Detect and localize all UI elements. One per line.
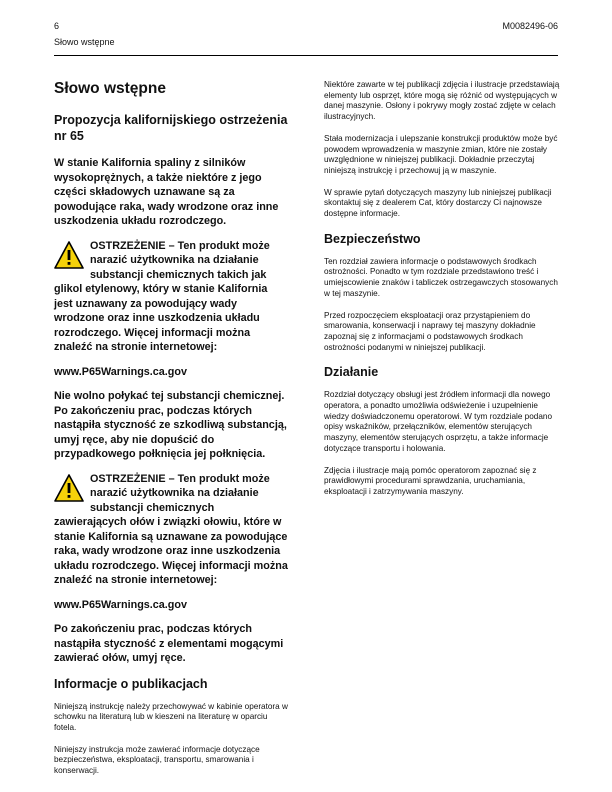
safety-paragraph-1: Ten rozdział zawiera informacje o podstawowych środkach ostrożności. Ponadto w tym rozdziale przedstawiono treść i umiejscowienie znaków i tabliczek ostrzegawczych stosowanych w tej maszynie.: [324, 256, 558, 298]
document-id: M0082496-06: [502, 21, 558, 31]
warning-triangle-icon: [54, 241, 84, 269]
p65-url-2: www.P65Warnings.ca.gov: [54, 598, 187, 611]
warning-text-lead-lead: OSTRZEŻENIE – Ten produkt może narazić użytkownika na działanie substancji chemicznych: [90, 472, 270, 514]
operation-paragraph-2: Zdjęcia i ilustracje mają pomóc operatorom zapoznać się z prawidłowymi procedurami sprawdzania, uruchamiania, eksploatacji i zatrzymywania maszyny.: [324, 465, 537, 496]
dealer-contact-paragraph: W sprawie pytań dotyczących maszyny lub niniejszej publikacji skontaktuj się z dealerem Cat, który dostarczy Ci najnowsze dostępne informacje.: [324, 187, 552, 219]
warning-block-glycol: [54, 239, 288, 355]
p65-url-1: www.P65Warnings.ca.gov: [54, 365, 187, 378]
swallow-warning-text: Nie wolno połykać tej substancji chemicznej. Po zakończeniu prac, podczas których nastąpiła styczność ze szkodliwą substancją, umyj ręce, aby nie dopuścić do przypadkowego połknięcia jej połknięcia.: [54, 390, 287, 460]
page-title: Słowo wstępne: [54, 80, 166, 97]
publications-paragraph-1: Niniejszą instrukcję należy przechowywać w kabinie operatora w schowku na literaturą lub w kieszeni na literaturę w oparciu fotela.: [54, 701, 288, 732]
warning-text-lead-rest: zawierających ołów i związki ołowiu, które w stanie Kalifornia są uznawane za powodujące raka, wady wrodzone oraz inne uszkodzenia układu rozrodczego. Więcej informacji można znaleźć na stronie internetowej:: [54, 516, 288, 586]
header-divider: [54, 55, 558, 56]
page-number: 6: [54, 21, 60, 31]
safety-heading: Bezpieczeństwo: [324, 231, 421, 246]
wash-hands-text: Po zakończeniu prac, podczas których nastąpiła styczność z elementami mogącymi zawierać ołów, umyj ręce.: [54, 623, 284, 664]
prop65-intro: W stanie Kalifornia spaliny z silników wysokoprężnych, a także niektóre z jego części składowych uznawane są za powodujące raka, wady wrodzone oraz inne uszkodzenia układu rozrodczego.: [54, 157, 279, 227]
right-column: [324, 80, 560, 509]
warning-block-lead: [54, 472, 288, 588]
running-section-title: Słowo wstępne: [54, 37, 115, 47]
warning-triangle-icon: [54, 474, 84, 502]
prop65-heading: Propozycja kalifornijskiego ostrzeżenia nr 65: [54, 113, 288, 143]
publications-paragraph-2: Niniejszy instrukcja może zawierać informacje dotyczące bezpieczeństwa, eksploatacji, transportu, smarowania i konserwacji.: [54, 744, 260, 776]
safety-paragraph-2: Przed rozpoczęciem eksploatacji oraz przystąpieniem do smarowania, konserwacji i naprawy tej maszyny dokładnie zapoznaj się z informacjami o podstawowych środkach ostrożności podanymi w niniejszej publikacji.: [324, 310, 536, 352]
left-column: [54, 80, 288, 788]
operation-paragraph-1: Rozdział dotyczący obsługi jest źródłem informacji dla nowego operatora, a ponadto umożliwia odświeżenie i uzupełnienie wiedzy doświadczonemu operatorowi. W tym rozdziale podano opisy wskaźników, przełączników, elementów sterujących maszyny, elementów sterujących osprzętu, a także informacje dotyczące transportu i holowania.: [324, 390, 552, 453]
operation-heading: Działanie: [324, 365, 379, 380]
modernization-paragraph: Stała modernizacja i ulepszanie konstrukcji produktów może być powodem wprowadzenia w maszynie zmian, które nie zostały uwzględnione w niniejszej publikacji. Dokładnie przeczytaj niniejszą instrukcję i przechowuj ją w maszynie.: [324, 133, 558, 175]
publications-heading: Informacje o publikacjach: [54, 676, 208, 691]
illustrations-paragraph: Niektóre zawarte w tej publikacji zdjęcia i ilustracje przedstawiają elementy lub osprzęt, które mogą się różnić od występujących w danej maszynie. Osłony i pokrywy mogły zostać zdjęte w celach ilustracyjnych.: [324, 80, 560, 122]
warning-text-glycol-rest: takich jak glikol etylenowy, który w stanie Kalifornia jest uznawany za powodujący wady wrodzone oraz inne uszkodzenia układu rozrodczego. Więcej informacji można znaleźć na stronie internetowej:: [54, 268, 268, 353]
warning-text-glycol-lead: OSTRZEŻENIE – Ten produkt może narazić użytkownika na działanie substancji chemicznych: [90, 239, 270, 281]
